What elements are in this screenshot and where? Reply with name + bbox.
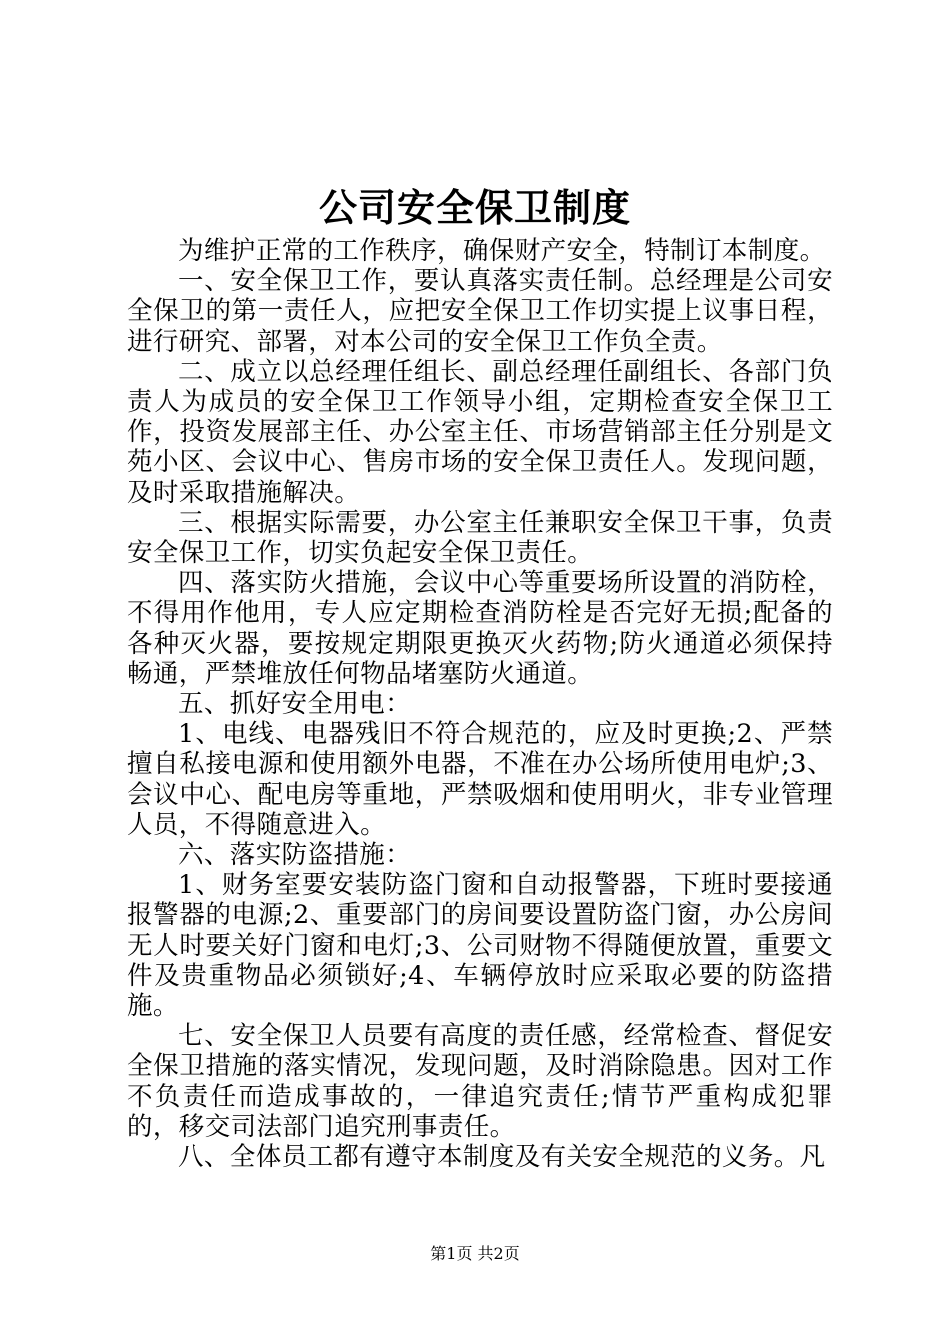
paragraph-3: 三、根据实际需要，办公室主任兼职安全保卫干事，负责安全保卫工作，切实负起安全保卫责任。 (127, 507, 833, 569)
paragraph-8: 八、全体员工都有遵守本制度及有关安全规范的义务。凡 (178, 1142, 826, 1173)
paragraph-intro: 为维护正常的工作秩序，确保财产安全，特制订本制度。 (178, 236, 826, 266)
paragraph-6-items: 1、财务室要安装防盗门窗和自动报警器，下班时要接通报警器的电源;2、重要部门的房间要设置防盗门窗，办公房间无人时要关好门窗和电灯;3、公司财物不得随便放置，重要文件及贵重物品必须锁好;4、车辆停放时应采取必要的防盗措施。 (127, 870, 833, 1022)
page-number-footer: 第1页 共2页 (430, 1244, 520, 1263)
document-title: 公司安全保卫制度 (318, 185, 631, 230)
paragraph-6-heading: 六、落实防盗措施： (178, 840, 412, 871)
paragraph-5-items: 1、电线、电器残旧不符合规范的，应及时更换;2、严禁擅自私接电源和使用额外电器，不准在办公场所使用电炉;3、会议中心、配电房等重地，严禁吸烟和使用明火，非专业管理人员，不得随意进入。 (127, 719, 833, 840)
paragraph-2: 二、成立以总经理任组长、副总经理任副组长、各部门负责人为成员的安全保卫工作领导小组，定期检查安全保卫工作，投资发展部主任、办公室主任、市场营销部主任分别是文苑小区、会议中心、售房市场的安全保卫责任人。发现问题，及时采取措施解决。 (127, 356, 833, 508)
paragraph-7: 七、安全保卫人员要有高度的责任感，经常检查、督促安全保卫措施的落实情况，发现问题，及时消除隐患。因对工作不负责任而造成事故的，一律追究责任;情节严重构成犯罪的，移交司法部门追究刑事责任。 (127, 1021, 833, 1142)
paragraph-4: 四、落实防火措施，会议中心等重要场所设置的消防栓，不得用作他用，专人应定期检查消防栓是否完好无损;配备的各种灭火器，要按规定期限更换灭火药物;防火通道必须保持畅通，严禁堆放任何物品堵塞防火通道。 (127, 568, 833, 689)
document-body (127, 236, 833, 1172)
paragraph-1: 一、安全保卫工作，要认真落实责任制。总经理是公司安全保卫的第一责任人，应把安全保卫工作切实提上议事日程，进行研究、部署，对本公司的安全保卫工作负全责。 (127, 266, 833, 357)
paragraph-5-heading: 五、抓好安全用电： (178, 689, 412, 720)
